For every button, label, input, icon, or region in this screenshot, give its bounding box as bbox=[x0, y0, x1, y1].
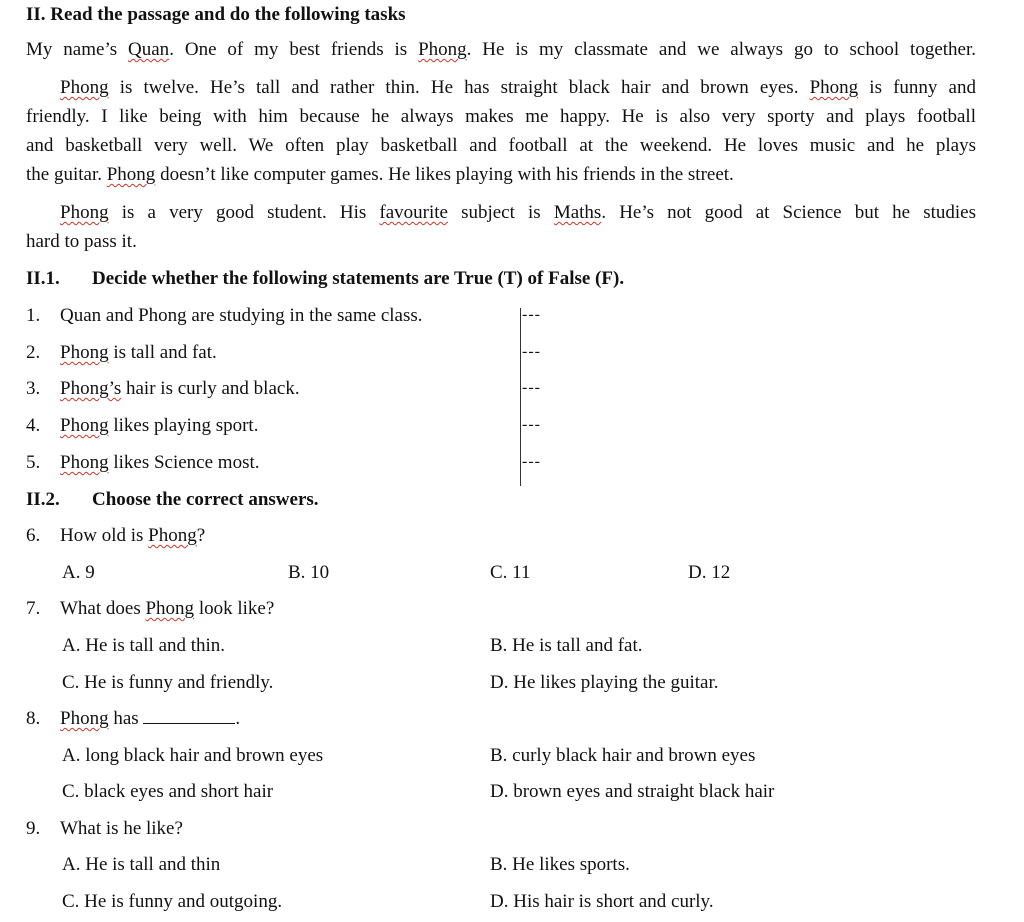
question-number: 9. bbox=[26, 818, 41, 839]
question-text: How old is bbox=[60, 525, 149, 546]
item-text: is tall and fat. bbox=[108, 342, 217, 363]
option-b[interactable]: B. He likes sports. bbox=[490, 854, 630, 875]
name-phong: Phong bbox=[60, 708, 109, 729]
option-c[interactable]: C. He is funny and friendly. bbox=[62, 672, 274, 693]
passage-line: friendly. I like being with him because he always makes me happy. He is also very sporty and plays football bbox=[26, 106, 976, 127]
answer-blank[interactable]: --- bbox=[522, 453, 541, 470]
option-d[interactable]: D. brown eyes and straight black hair bbox=[490, 781, 775, 802]
passage-line: hard to pass it. bbox=[26, 231, 137, 252]
text: is twelve. He’s tall and rather thin. He has straight black hair and brown eyes. bbox=[108, 77, 810, 98]
name-phong: Phong bbox=[148, 525, 197, 546]
item-number: 4. bbox=[26, 415, 41, 436]
option-a[interactable]: A. long black hair and brown eyes bbox=[62, 745, 324, 766]
option-d[interactable]: D. His hair is short and curly. bbox=[490, 891, 714, 912]
answer-blank[interactable]: --- bbox=[522, 416, 541, 433]
option-c[interactable]: C. black eyes and short hair bbox=[62, 781, 274, 802]
passage-line bbox=[26, 38, 976, 62]
name-phong: Phong bbox=[60, 415, 109, 436]
text: is funny and bbox=[858, 77, 976, 98]
part1-number: II.1. bbox=[26, 268, 60, 289]
item-text: Quan and Phong are studying in the same class. bbox=[60, 305, 423, 326]
option-d[interactable]: D. He likes playing the guitar. bbox=[490, 672, 719, 693]
item-number: 2. bbox=[26, 342, 41, 363]
text: the guitar. bbox=[26, 164, 107, 185]
text: subject is bbox=[447, 202, 554, 223]
text: . He is my classmate and we always go to school together. bbox=[466, 39, 976, 60]
question-text: What does bbox=[60, 598, 146, 619]
question-number: 6. bbox=[26, 525, 41, 546]
answer-blank[interactable]: --- bbox=[522, 306, 541, 323]
question-number: 7. bbox=[26, 598, 41, 619]
part2-title: Choose the correct answers. bbox=[92, 489, 319, 510]
question-text: look like? bbox=[194, 598, 275, 619]
item-number: 3. bbox=[26, 378, 41, 399]
passage-line bbox=[60, 201, 976, 225]
name-phong: Phong bbox=[60, 342, 109, 363]
answer-blank[interactable]: --- bbox=[522, 343, 541, 360]
text: doesn’t like computer games. He likes playing with his friends in the street. bbox=[155, 164, 734, 185]
question-text: has bbox=[108, 708, 144, 729]
part1-title: Decide whether the following statements are True (T) of False (F). bbox=[92, 268, 625, 289]
answer-column-line bbox=[520, 308, 521, 486]
question-number: 8. bbox=[26, 708, 41, 729]
option-c[interactable]: C. He is funny and outgoing. bbox=[62, 891, 283, 912]
name-phong: Phong bbox=[60, 452, 109, 473]
option-b[interactable]: B. 10 bbox=[288, 562, 330, 583]
item-number: 5. bbox=[26, 452, 41, 473]
name-phong: Phong bbox=[418, 39, 467, 60]
name-phong: Phong bbox=[60, 202, 109, 223]
question-text: . bbox=[235, 708, 241, 729]
option-a[interactable]: A. He is tall and thin bbox=[62, 854, 221, 875]
part2-number: II.2. bbox=[26, 489, 60, 510]
name-phong: Phong bbox=[809, 77, 859, 98]
item-number: 1. bbox=[26, 305, 41, 326]
option-a[interactable]: A. 9 bbox=[62, 562, 95, 583]
text: My name’s bbox=[26, 39, 129, 60]
answer-blank[interactable]: --- bbox=[522, 379, 541, 396]
question-text: ? bbox=[196, 525, 206, 546]
item-text: hair is curly and black. bbox=[121, 378, 300, 399]
text: . One of my best friends is bbox=[169, 39, 419, 60]
option-a[interactable]: A. He is tall and thin. bbox=[62, 635, 226, 656]
word-maths: Maths bbox=[553, 202, 602, 223]
fill-blank[interactable] bbox=[143, 707, 235, 724]
name-phong: Phong bbox=[60, 77, 109, 98]
name-phong: Phong bbox=[145, 598, 195, 619]
option-b[interactable]: B. curly black hair and brown eyes bbox=[490, 745, 756, 766]
passage-line: and basketball very well. We often play basketball and football at the weekend. He loves music and he plays bbox=[26, 135, 976, 156]
name-phong: Phong’s bbox=[60, 378, 122, 399]
section-title: II. Read the passage and do the following tasks bbox=[26, 4, 406, 25]
passage-line bbox=[60, 76, 976, 100]
item-text: likes playing sport. bbox=[108, 415, 259, 436]
name-phong: Phong bbox=[106, 164, 156, 185]
text: is a very good student. His bbox=[108, 202, 380, 223]
text: . He’s not good at Science but he studies bbox=[601, 202, 976, 223]
option-c[interactable]: C. 11 bbox=[490, 562, 531, 583]
question-text: What is he like? bbox=[60, 818, 183, 839]
item-text: likes Science most. bbox=[108, 452, 260, 473]
option-b[interactable]: B. He is tall and fat. bbox=[490, 635, 643, 656]
name-quan: Quan bbox=[128, 39, 170, 60]
word-favourite: favourite bbox=[379, 202, 448, 223]
passage-line bbox=[26, 163, 734, 187]
option-d[interactable]: D. 12 bbox=[688, 562, 731, 583]
